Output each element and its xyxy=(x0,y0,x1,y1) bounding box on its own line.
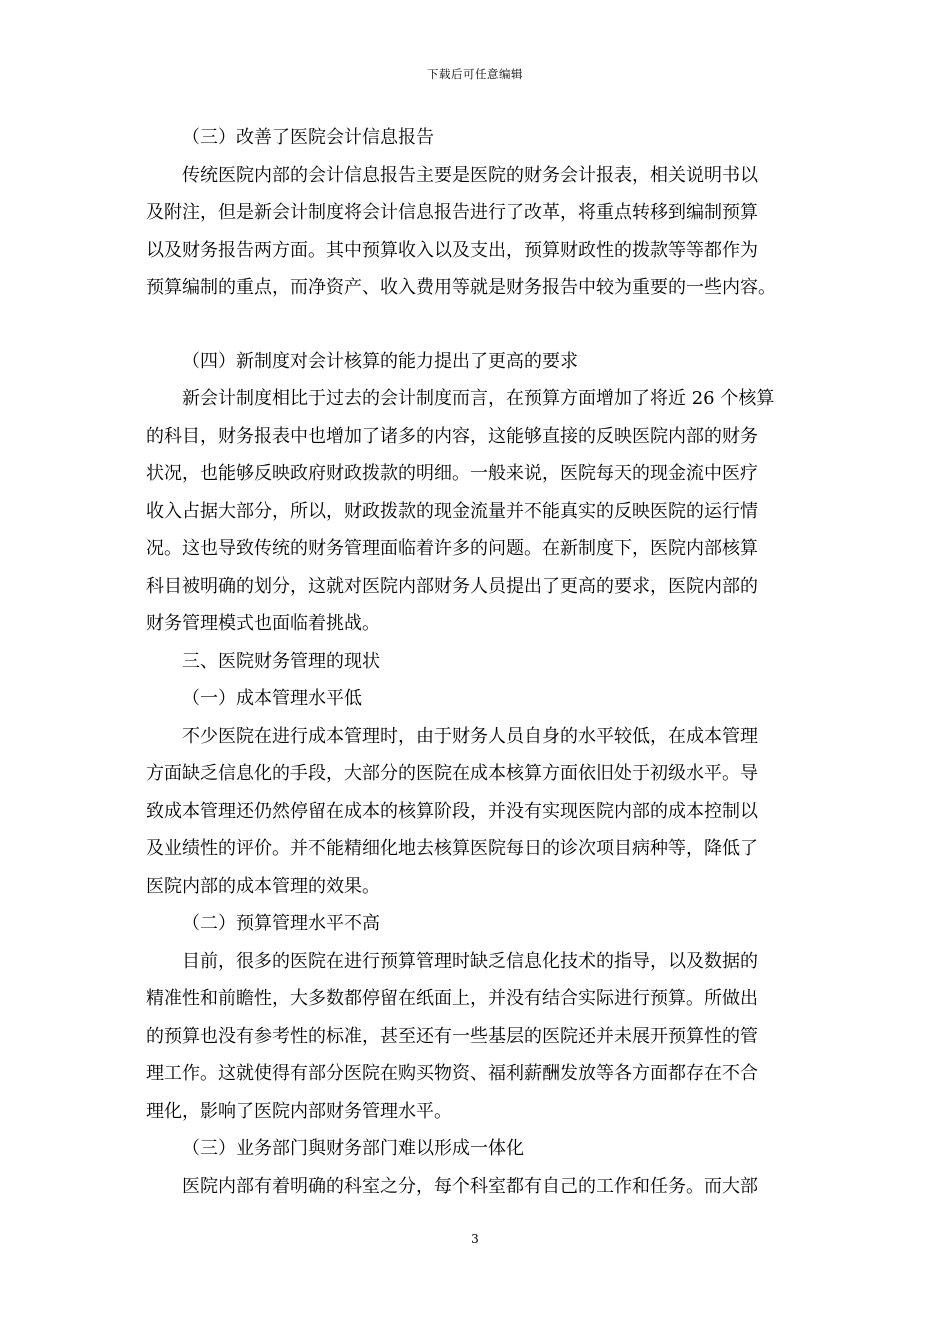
section-heading xyxy=(146,1130,810,1168)
text-line: 财务管理模式也面临着挑战。 xyxy=(146,613,380,634)
text-line: 及业绩性的评价。并不能精细化地去核算医院每日的诊次项目病种等，降低了 xyxy=(146,838,758,859)
text-line: 理化，影响了医院内部财务管理水平。 xyxy=(146,1100,452,1122)
paragraph xyxy=(146,1168,810,1206)
text-line: 收入占据大部分，所以，财政拨款的现金流量并不能真实的反映医院的运行情 xyxy=(146,500,758,522)
text-line: 以及财务报告两方面。其中预算收入以及支出，预算财政性的拨款等等都作为 xyxy=(146,239,758,261)
text-line: 及附注，但是新会计制度将会计信息报告进行了改革，将重点转移到编制预算 xyxy=(146,202,758,223)
text-line: 不少医院在进行成本管理时，由于财务人员自身的水平较低，在成本管理 xyxy=(182,725,758,747)
paragraph xyxy=(146,943,810,1131)
section-heading xyxy=(146,905,810,943)
text-line: 医院内部的成本管理的效果。 xyxy=(146,875,380,897)
text-line: 科目被明确的划分，这就对医院内部财务人员提出了更高的要求，医院内部的 xyxy=(146,575,758,597)
heading-line: （三）业务部门與财务部门难以形成一体化 xyxy=(182,1138,524,1159)
text-line: 状况，也能够反映政府财政拨款的明细。一般来说，医院每天的现金流中医疗 xyxy=(146,463,758,484)
paragraph xyxy=(146,718,810,906)
text-line: 目前，很多的医院在进行预算管理时缺乏信息化技术的指导，以及数据的 xyxy=(182,950,758,972)
paragraph xyxy=(146,157,810,307)
text-line: 传统医院内部的会计信息报告主要是医院的财务会计报表，相关说明书以 xyxy=(182,164,758,186)
header-note: 下载后可任意编辑 xyxy=(427,67,523,81)
paragraph-spacer xyxy=(146,307,810,343)
text-line: 致成本管理还仍然停留在成本的核算阶段，并没有实现医院内部的成本控制以 xyxy=(146,800,758,822)
heading-line: （三）改善了医院会计信息报告 xyxy=(182,127,434,148)
text-line: 况。这也导致传统的财务管理面临着许多的问题。在新制度下，医院内部核算 xyxy=(146,538,758,559)
text-line: 医院内部有着明确的科室之分，每个科室都有自己的工作和任务。而大部 xyxy=(182,1175,758,1197)
text-line: 方面缺乏信息化的手段，大部分的医院在成本核算方面依旧处于初级水平。导 xyxy=(146,763,758,784)
text-line: 的预算也没有参考性的标准，甚至还有一些基层的医院还并未展开预算性的管 xyxy=(146,1025,758,1047)
section-heading xyxy=(146,343,810,381)
text-line: 理工作。这就使得有部分医院在购买物资、福利薪酬发放等各方面都存在不合 xyxy=(146,1063,758,1084)
heading-line: （一）成本管理水平低 xyxy=(182,688,362,709)
text-line: 的科目，财务报表中也增加了诸多的内容，这能够直接的反映医院内部的财务 xyxy=(146,425,758,447)
paragraph xyxy=(146,380,810,643)
document-body xyxy=(146,119,810,1205)
section-heading xyxy=(146,119,810,157)
heading-line: （四）新制度对会计核算的能力提出了更高的要求 xyxy=(182,350,578,372)
heading-line: 三、医院财务管理的现状 xyxy=(182,650,380,672)
section-heading xyxy=(146,680,810,718)
text-line: 精准性和前瞻性，大多数都停留在纸面上，并没有结合实际进行预算。所做出 xyxy=(146,988,758,1009)
section-heading xyxy=(146,643,810,681)
text-line: 新会计制度相比于过去的会计制度而言，在预算方面增加了将近 26 个核算 xyxy=(182,388,775,409)
page-number: 3 xyxy=(471,1232,479,1246)
text-line: 预算编制的重点，而净资产、收入费用等就是财务报告中较为重要的一些内容。 xyxy=(146,277,776,298)
heading-line: （二）预算管理水平不高 xyxy=(182,913,380,934)
